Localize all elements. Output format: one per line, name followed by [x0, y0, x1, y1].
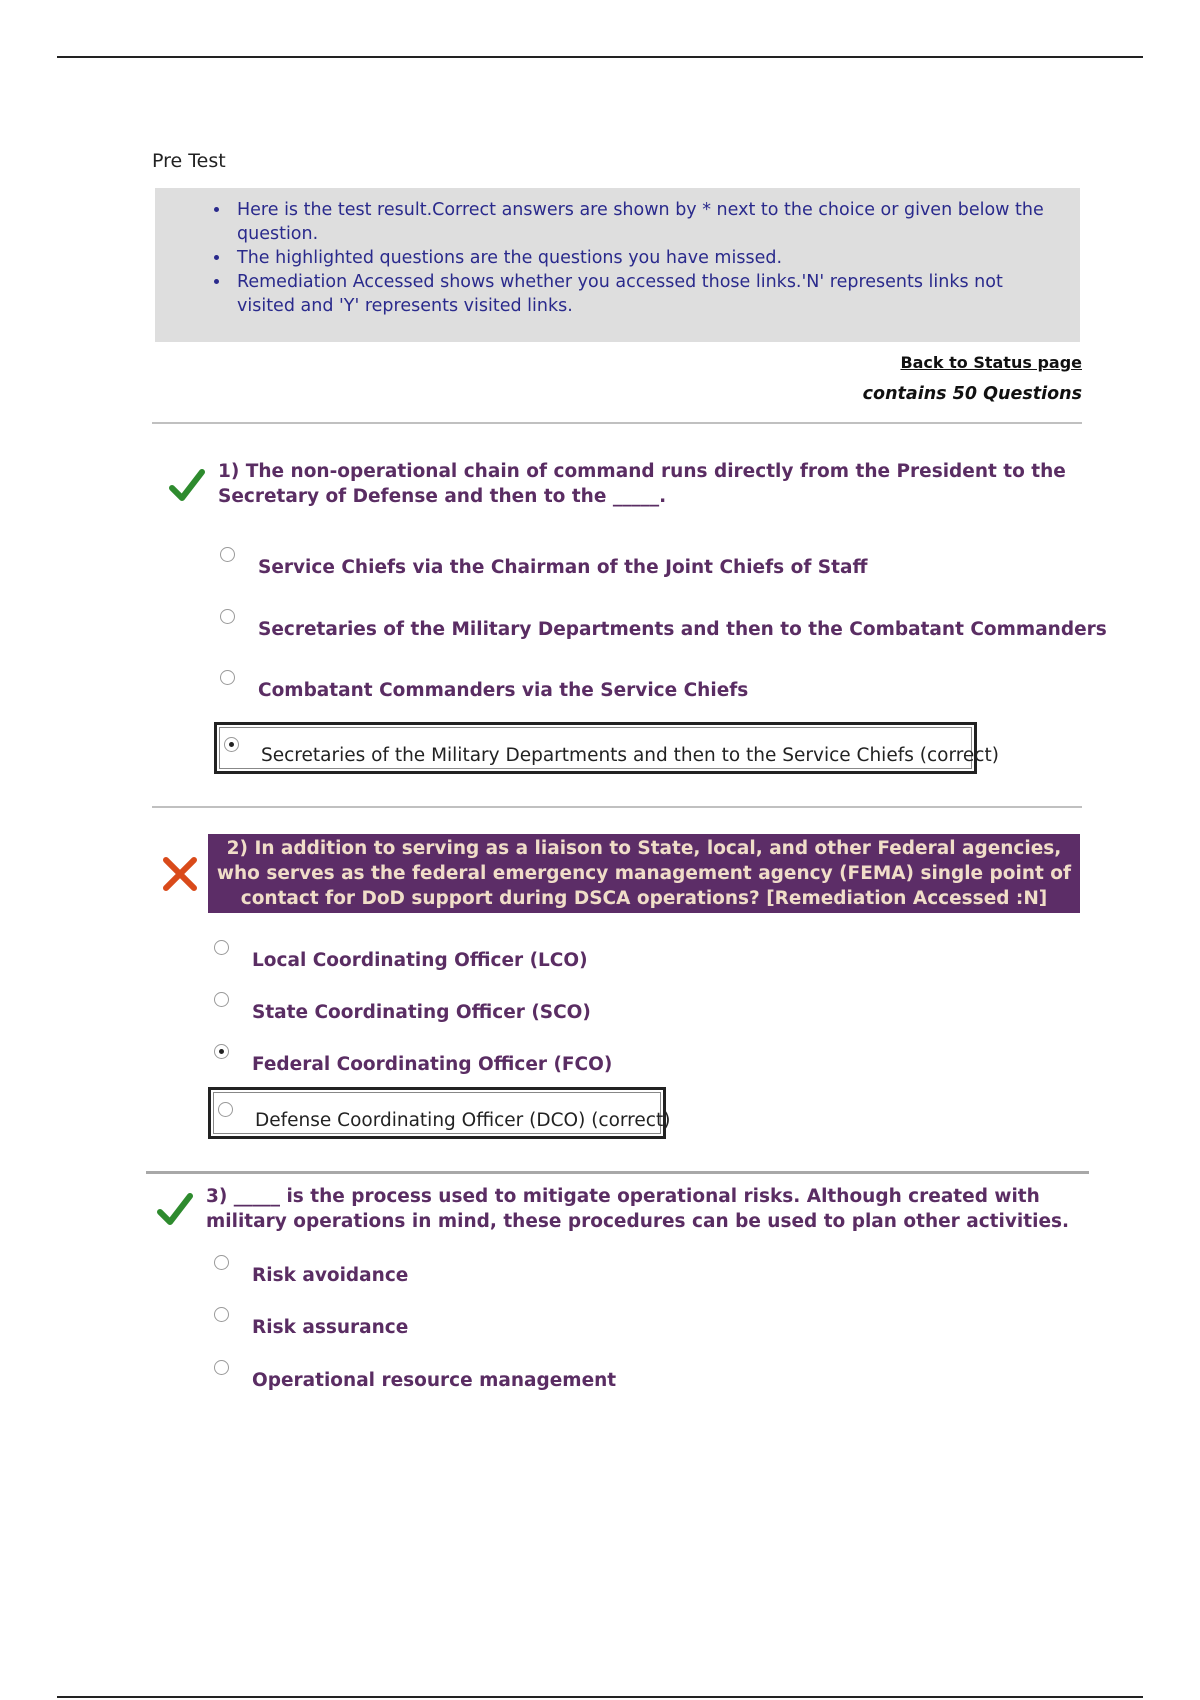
radio-button[interactable]	[218, 1102, 233, 1117]
instruction-item: • Here is the test result.Correct answers are shown by * next to the choice or given below the question.	[231, 198, 1062, 246]
instruction-item: • Remediation Accessed shows whether you accessed those links.'N' represents links not visited and 'Y' represents visited links.	[231, 270, 1062, 318]
question-1-option-1[interactable]	[220, 547, 1080, 577]
option-label: State Coordinating Officer (SCO)	[252, 1002, 591, 1023]
question-count: contains 50 Questions	[862, 384, 1082, 404]
option-label: Risk assurance	[252, 1317, 409, 1338]
radio-button[interactable]	[214, 992, 229, 1007]
radio-button[interactable]	[220, 609, 235, 624]
x-mark-icon	[160, 854, 200, 894]
radio-button-selected[interactable]	[224, 737, 239, 752]
page-title: Pre Test	[152, 150, 226, 172]
question-3-option-1[interactable]	[214, 1255, 1074, 1285]
option-label: Service Chiefs via the Chairman of the Joint Chiefs of Staff	[258, 557, 868, 578]
option-label: Combatant Commanders via the Service Chiefs	[258, 680, 749, 701]
divider	[152, 422, 1082, 424]
question-2-text-missed: 2) In addition to serving as a liaison to State, local, and other Federal agencies, who serves as the federal emergency management agency (FEMA) single point of contact for DoD support during DSCA operations? [Remediation Accessed :N]	[208, 834, 1080, 913]
option-label: Local Coordinating Officer (LCO)	[252, 950, 588, 971]
radio-button-selected[interactable]	[214, 1044, 229, 1059]
option-label: Federal Coordinating Officer (FCO)	[252, 1054, 613, 1075]
divider	[152, 806, 1082, 808]
radio-button[interactable]	[220, 670, 235, 685]
radio-button[interactable]	[214, 1307, 229, 1322]
top-rule	[57, 56, 1143, 58]
question-2-option-2[interactable]	[214, 992, 1074, 1022]
correct-answer-label: Secretaries of the Military Departments and then to the Service Chiefs (correct)	[261, 745, 999, 766]
question-2-option-3[interactable]	[214, 1044, 1074, 1074]
question-1-option-3[interactable]	[220, 670, 1080, 700]
question-1-option-2[interactable]	[220, 609, 1107, 640]
option-label: Secretaries of the Military Departments and then to the Combatant Commanders	[258, 619, 1107, 640]
check-mark-icon	[168, 466, 208, 506]
question-3-option-3[interactable]	[214, 1360, 1074, 1390]
divider	[146, 1171, 1089, 1174]
option-label: Risk avoidance	[252, 1265, 409, 1286]
bottom-rule	[57, 1696, 1143, 1698]
radio-button[interactable]	[214, 1360, 229, 1375]
back-to-status-link[interactable]: Back to Status page	[900, 353, 1082, 372]
instructions-list	[207, 198, 1062, 318]
question-2-correct-answer[interactable]	[208, 1087, 671, 1139]
instructions-panel	[155, 188, 1080, 342]
question-2-option-1[interactable]	[214, 940, 1074, 970]
correct-answer-label: Defense Coordinating Officer (DCO) (correct)	[255, 1110, 671, 1131]
radio-button[interactable]	[220, 547, 235, 562]
option-label: Operational resource management	[252, 1370, 617, 1391]
check-mark-icon	[156, 1190, 196, 1230]
radio-button[interactable]	[214, 940, 229, 955]
question-1-text: 1) The non-operational chain of command runs directly from the President to the Secretary of Defense and then to the _____.	[218, 461, 1066, 507]
radio-button[interactable]	[214, 1255, 229, 1270]
question-3-option-2[interactable]	[214, 1307, 1074, 1337]
instruction-item: • The highlighted questions are the questions you have missed.	[231, 246, 1062, 270]
question-3-text: 3) _____ is the process used to mitigate operational risks. Although created with military operations in mind, these procedures can be used to plan other activities.	[206, 1186, 1070, 1232]
question-1-correct-answer[interactable]	[214, 722, 999, 774]
